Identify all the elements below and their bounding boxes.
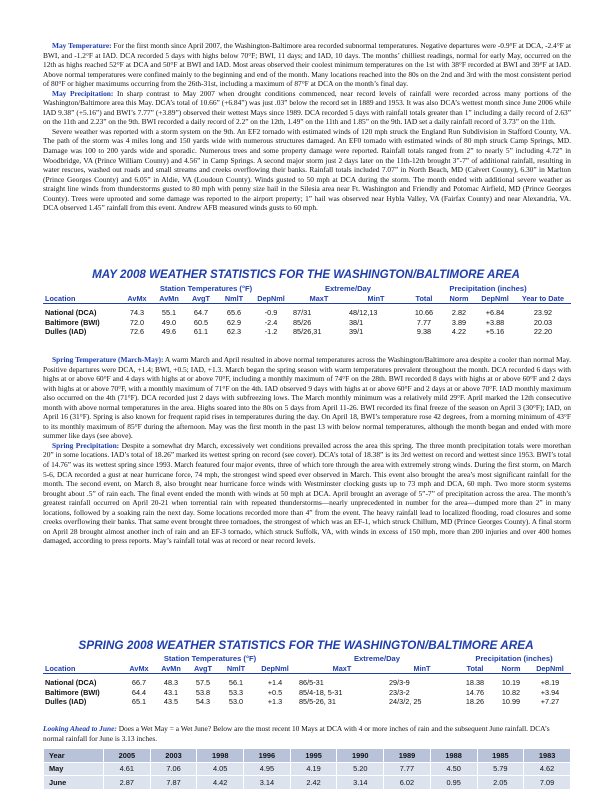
- col-avmx: AvMx: [123, 664, 155, 674]
- june-rainfall-cell: 2.87: [104, 776, 151, 790]
- col-depnml: DepNml: [253, 664, 297, 674]
- spring-temperature-text: A warm March and April resulted in above normal temperatures across the Washington/Baltimore area despite a cooler than normal May. Positive departures were DCA, +1.4; BWI, +0.5; IAD, +1.3. March began the spring season with warm temperatures prevalent throughout the month. DCA recorded 6 days with highs at or above 60°F and 4 days with highs at or above 70°F, including a monthly maximum of 74°F on the 28th. BWI recorded 8 days with highs at or above 60°F and 2 days with highs at or above 70°F, with a monthly maximum of 71°F on the 4th. IAD observed 9 days with highs at or above 60°F and 2 days at or above 70°F. IAD monthly maximum also occurred on the 4th (71°F). DCA recorded just 2 days with subfreezing lows. The March monthly minimum was a relatively mild 29°F. April marked the 12th consecutive month with above normal temperatures in the area. Highs soared into the 80s on 5 days from April 11-26. BWI recorded its final freeze of the season on April 3 (30°F); IAD, on April 16 (31°F). Spring is also known for frequent rapid rises in temperatures during the day. On April 18, BWI’s temperature rose 42 degrees, from a morning minimum of 43°F to its monthly maximum of 85°F during the afternoon. May was the first month in the past 13 with below normal temperatures, although the month began and ended with more summer like days (see above).: [43, 355, 571, 441]
- cell-mint: 23/3-2: [389, 687, 410, 697]
- year-cell: 1983: [524, 749, 571, 763]
- may-temperature-paragraph: [43, 41, 571, 89]
- cell-depnml-precip: +7.27: [540, 697, 560, 707]
- may-precipitation-heading: May Precipitation:: [52, 88, 114, 98]
- may-table-title: MAY 2008 WEATHER STATISTICS FOR THE WASHINGTON/BALTIMORE AREA: [92, 268, 520, 281]
- cell-avgt: 54.3: [195, 697, 211, 707]
- table-row: [43, 678, 571, 688]
- may-rainfall-cell: 4.19: [290, 762, 337, 776]
- cell-depnml-precip: +3.88: [485, 317, 505, 327]
- cell-mint: 38/1: [349, 317, 364, 327]
- may-rainfall-cell: 7.06: [150, 762, 197, 776]
- cell-maxt: 85/26: [293, 317, 312, 327]
- col-maxt: MaxT: [297, 664, 387, 674]
- cell-avmx: 65.1: [131, 697, 147, 707]
- year-cell: 2005: [104, 749, 151, 763]
- col-depnml-precip: DepNml: [529, 664, 571, 674]
- may-rainfall-cell: 4.05: [197, 762, 244, 776]
- may-group-temperature: Station Temperatures (°F): [159, 284, 253, 293]
- june-rainfall-cell: 2.42: [290, 776, 337, 790]
- cell-avmx: 66.7: [131, 678, 147, 688]
- cell-year-to-date: 22.20: [533, 327, 553, 337]
- col-depnml-precip: DepNml: [475, 294, 515, 304]
- cell-avgt: 64.7: [193, 308, 209, 318]
- col-norm: Norm: [493, 664, 529, 674]
- cell-total: 9.38: [416, 327, 432, 337]
- june-rainfall-cell: 6.02: [384, 776, 431, 790]
- june-rainfall-cell: 2.05: [477, 776, 524, 790]
- cell-maxt: 85/5-26, 31: [299, 697, 336, 707]
- may-rainfall-cell: 5.20: [337, 762, 384, 776]
- cell-mint: 39/1: [349, 327, 364, 337]
- spring-precipitation-text: Despite a somewhat dry March, excessively wet conditions prevailed across the area this spring. The three month precipitation totals were morethan 20” in some locations. IAD’s total of 18.26” marked its wettest spring on record (see cover). DCA’s total of 18.38” is its 3rd wettest on record and wettest since 1953. BWI’s total of 14.76” was its wettest spring since 1993. March featured four major events, three of which tore through the area with extremely strong winds. During the first storm, on March 5-6, DCA recorded a gust at near hurricane force, 74 mph, the strongest wind speed ever observed in March. This event also brought the area’s most significant rainfall for the month. The second event, on March 8, also brought near hurricane force winds with Westminster clocking gusts up to 73 mph and DCA, 60 mph. Two more storm systems brought about .5” of rain each. The final event ended the month with winds at 50 mph at DCA. April brought an average of 5”-7” of precipitation across the area. The month’s greatest rainfall occurred on April 20-21 when torrential rain with repeated thunderstorms—nearly unprecedented in number for the area—dumped more than 2” in many locations, followed by a soaking rain the next day. Some locations recorded more than 4” from the event. The heavy rainfall lead to localized flooding, road closures and some creeks overflowing their banks. That same event brought three tornadoes, the strongest of which was an EF-1, which struck Chillum, MD (Prince Georges County). A final storm on April 28 brought almost another inch of rain and an EF-3 tornado, which struck Suffolk, VA, with winds in excess of 150 mph, more than 200 injuries and over 400 homes damaged, according to press reports. May’s rainfall total was at record or near record levels.: [43, 440, 571, 546]
- may-june-rainfall-table: [43, 748, 571, 790]
- year-row-label: Year: [44, 749, 104, 763]
- cell-norm: 10.82: [501, 687, 521, 697]
- looking-ahead-paragraph: [43, 724, 571, 743]
- cell-depnml-precip: +5.16: [485, 327, 505, 337]
- row-location: Dulles (IAD): [45, 327, 87, 337]
- cell-avgt: 57.5: [195, 678, 211, 688]
- year-cell: 1990: [337, 749, 384, 763]
- cell-avmn: 43.5: [163, 697, 179, 707]
- cell-avgt: 53.8: [195, 687, 211, 697]
- may-group-extreme: Extreme/Day: [324, 284, 371, 293]
- cell-total: 18.38: [465, 678, 485, 688]
- col-nmlt: NmlT: [217, 294, 251, 304]
- year-cell: 1985: [477, 749, 524, 763]
- cell-maxt: 85/4-18, 5-31: [299, 687, 343, 697]
- row-location: Baltimore (BWI): [45, 317, 100, 327]
- cell-avmx: 72.0: [129, 317, 145, 327]
- may-temperature-text: For the first month since April 2007, the Washington-Baltimore area recorded subnormal temperatures. Negative departures were -0.9°F at DCA, -2.4°F at BWI, and -1.2°F at IAD. DCA recorded 5 days with highs below 70°F; BWI, 11 days; and IAD, 10 days. The months’ chilliest readings, normal for early May, occurred on the 12th as highs reached 52°F at DCA and 50°F at BWI and IAD. Most areas observed their coolest minimum temperatures on the 1st with 38°F recorded at BWI and 39°F at IAD. Above normal temperatures were confined mainly to the beginning and end of the month. Many locations reached into the 80s on the 2nd and 3rd with the most consistent period of 80°F or higher maximums occurring from the 26th-31st, including a maximum of 87°F at DCA on the month’s final day.: [43, 41, 571, 89]
- june-rainfall-cell: 7.09: [524, 776, 571, 790]
- cell-year-to-date: 20.03: [533, 317, 553, 327]
- june-row-label: June: [44, 776, 104, 790]
- may-severe-weather-paragraph: Severe weather was reported with a storm system on the 9th. An EF2 tornado with estimated winds of 120 mph struck the England Run Subdivision in Stafford County, VA. The path of the storm was 4 miles long and 150 yards wide with numerous structures damaged. An EF0 tornado with estimated winds of 80 mph struck Camp Springs, MD. Damage was 100 to 200 yards wide and sporadic. Numerous trees and some property damage were reported. Rainfall totals ranged from 2” to nearly 5” including 4.72” in Woodbridge, VA (Prince William County) and 4.56” in Camp Springs. A second major storm just 2 days later on the 11th-12th brought 3”-7” of additional rainfall, resulting in water rescues, washed out roads and small streams and creeks overflowing their banks. Rainfall totals included 7.07” in North Beach, MD (Calvert County), 6.30” in Marlton (Prince Georges County) and 6.05” in Aldie, VA (Loudoun County). Winds gusted to 50 mph at DCA during the storm. The month ended with additional severe weather as straight line winds from thunderstorms gusted to 80 mph with penny size hail in the Silesia area near Ft. Washington and Friendly and Potomac Airfield, MD (Prince Georges County). Trees were uprooted and some damage was reported to the airport property; 1” hail was observed near Hybla Valley, VA (Fairfax County) and near Alexandria, VA. DCA observed 1.45” rainfall from this event. Andrew AFB measured winds gusts to 60 mph.: [43, 126, 571, 213]
- spring-table-header-row: [43, 664, 571, 674]
- col-avgt: AvgT: [187, 664, 219, 674]
- june-rainfall-cell: 7.87: [150, 776, 197, 790]
- may-temperature-heading: May Temperature:: [52, 41, 112, 50]
- spring-precipitation-paragraph: [43, 441, 571, 546]
- year-cell: 1998: [197, 749, 244, 763]
- june-rainfall-cell: 3.14: [244, 776, 291, 790]
- year-cell: 1996: [244, 749, 291, 763]
- cell-avgt: 61.1: [193, 327, 209, 337]
- spring-temperature-paragraph: [43, 355, 571, 441]
- col-location: Location: [43, 294, 121, 304]
- spring-text-block: [43, 355, 571, 546]
- row-location: Dulles (IAD): [45, 697, 87, 707]
- cell-norm: 4.22: [451, 327, 467, 337]
- col-depnml: DepNml: [251, 294, 291, 304]
- cell-mint: 29/3-9: [389, 678, 410, 688]
- looking-ahead-heading: Looking Ahead to June:: [43, 724, 117, 733]
- col-mint: MinT: [387, 664, 457, 674]
- cell-norm: 3.89: [451, 317, 467, 327]
- cell-avmn: 49.0: [161, 317, 177, 327]
- cell-maxt: 87/31: [293, 308, 312, 318]
- col-avmn: AvMn: [153, 294, 185, 304]
- cell-avmn: 55.1: [161, 308, 177, 318]
- may-rainfall-cell: 7.77: [384, 762, 431, 776]
- may-rainfall-cell: 4.95: [244, 762, 291, 776]
- looking-ahead-text: Does a Wet May = a Wet June? Below are the most recent 10 Mays at DCA with 4 or more inches of rain and the subsequent June rainfall. DCA’s normal rainfall for June is 3.13 inches.: [43, 724, 550, 743]
- row-location: National (DCA): [45, 308, 97, 318]
- col-year-to-date: Year to Date: [515, 294, 571, 304]
- cell-nmlt: 53.0: [228, 697, 244, 707]
- cell-norm: 10.19: [501, 678, 521, 688]
- cell-total: 14.76: [465, 687, 485, 697]
- row-location: Baltimore (BWI): [45, 687, 100, 697]
- cell-avmn: 43.1: [163, 687, 179, 697]
- june-rainfall-row: [44, 776, 571, 790]
- may-row-label: May: [44, 762, 104, 776]
- table-row: [43, 318, 571, 328]
- may-text-block: [43, 41, 571, 213]
- table-row: [43, 697, 571, 707]
- cell-depnml: -0.9: [264, 308, 278, 318]
- col-norm: Norm: [443, 294, 475, 304]
- may-rainfall-cell: 4.62: [524, 762, 571, 776]
- cell-nmlt: 62.3: [226, 327, 242, 337]
- cell-depnml: +1.3: [267, 697, 283, 707]
- cell-depnml: -1.2: [264, 327, 278, 337]
- cell-depnml: -2.4: [264, 317, 278, 327]
- may-rainfall-cell: 4.50: [430, 762, 477, 776]
- spring-temperature-heading: Spring Temperature (March-May):: [52, 355, 164, 364]
- spring-group-precip: Precipitation (inches): [475, 654, 553, 663]
- spring-table-title: SPRING 2008 WEATHER STATISTICS FOR THE WASHINGTON/BALTIMORE AREA: [78, 638, 534, 652]
- col-nmlt: NmlT: [219, 664, 253, 674]
- year-cell: 1989: [384, 749, 431, 763]
- col-avmx: AvMx: [121, 294, 153, 304]
- spring-table-group-row: [43, 654, 571, 664]
- cell-depnml-precip: +8.19: [540, 678, 560, 688]
- may-precipitation-paragraph: [43, 89, 571, 127]
- year-cell: 1988: [430, 749, 477, 763]
- cell-maxt: 86/5-31: [299, 678, 324, 688]
- may-rainfall-cell: 4.61: [104, 762, 151, 776]
- may-rainfall-row: [44, 762, 571, 776]
- col-maxt: MaxT: [291, 294, 347, 304]
- cell-total: 7.77: [416, 317, 432, 327]
- cell-mint: 48/12,13: [349, 308, 378, 318]
- col-avmn: AvMn: [155, 664, 187, 674]
- cell-year-to-date: 23.92: [533, 308, 553, 318]
- may-stats-table: [43, 284, 571, 337]
- spring-group-temperature: Station Temperatures (°F): [163, 654, 257, 663]
- may-group-precip: Precipitation (inches): [449, 284, 527, 293]
- may-table-group-row: [43, 284, 571, 294]
- cell-depnml: +0.5: [267, 687, 283, 697]
- spring-precipitation-heading: Spring Precipitation:: [52, 440, 120, 450]
- cell-mint: 24/3/2, 25: [389, 697, 422, 707]
- cell-avmx: 64.4: [131, 687, 147, 697]
- cell-norm: 10.99: [501, 697, 521, 707]
- year-cell: 2003: [150, 749, 197, 763]
- cell-depnml-precip: +3.94: [540, 687, 560, 697]
- table-row: [43, 308, 571, 318]
- cell-avmn: 49.6: [161, 327, 177, 337]
- cell-total: 10.66: [414, 308, 434, 318]
- cell-nmlt: 53.3: [228, 687, 244, 697]
- col-total: Total: [457, 664, 493, 674]
- spring-group-extreme: Extreme/Day: [353, 654, 400, 663]
- cell-norm: 2.82: [451, 308, 467, 318]
- cell-avmx: 74.3: [129, 308, 145, 318]
- june-rainfall-cell: 0.95: [430, 776, 477, 790]
- cell-depnml-precip: +6.84: [485, 308, 505, 318]
- cell-nmlt: 65.6: [226, 308, 242, 318]
- cell-nmlt: 56.1: [228, 678, 244, 688]
- may-rainfall-cell: 5.79: [477, 762, 524, 776]
- table-row: [43, 688, 571, 698]
- year-row: [44, 749, 571, 763]
- col-total: Total: [405, 294, 443, 304]
- cell-avmx: 72.6: [129, 327, 145, 337]
- year-cell: 1995: [290, 749, 337, 763]
- cell-avgt: 60.5: [193, 317, 209, 327]
- may-table-header-row: [43, 294, 571, 304]
- table-row: [43, 327, 571, 337]
- cell-avmn: 48.3: [163, 678, 179, 688]
- cell-nmlt: 62.9: [226, 317, 242, 327]
- col-avgt: AvgT: [185, 294, 217, 304]
- june-rainfall-cell: 3.14: [337, 776, 384, 790]
- cell-total: 18.26: [465, 697, 485, 707]
- cell-depnml: +1.4: [267, 678, 283, 688]
- june-rainfall-cell: 4.42: [197, 776, 244, 790]
- cell-maxt: 85/26,31: [293, 327, 322, 337]
- col-mint: MinT: [347, 294, 405, 304]
- may-precipitation-text: In sharp contrast to May 2007 when drought conditions commenced, near record levels of rainfall were recorded across many portions of the Washington/Baltimore area this May. DCA’s total of 10.66” (+6.84”) was just .03” below the record set in 1889 and 1953. It was also DCA’s wettest month since June 2006 while IAD 9.38” (+5.16”) and BWI’s 7.77” (+3.89”) observed their wettest Mays since 1989. DCA recorded 5 days with rainfall totals greater than 1” including a daily record of 2.63” on the 11th and 2.23” on the 9th. BWI recorded a daily record of 2.2” on the 12th, 1.49” on the 11th and 1.85” on the 9th. IAD set a daily rainfall record of 3.73” on the 11th.: [43, 88, 571, 127]
- col-location: Location: [43, 664, 123, 674]
- spring-stats-table: [43, 654, 571, 707]
- row-location: National (DCA): [45, 678, 97, 688]
